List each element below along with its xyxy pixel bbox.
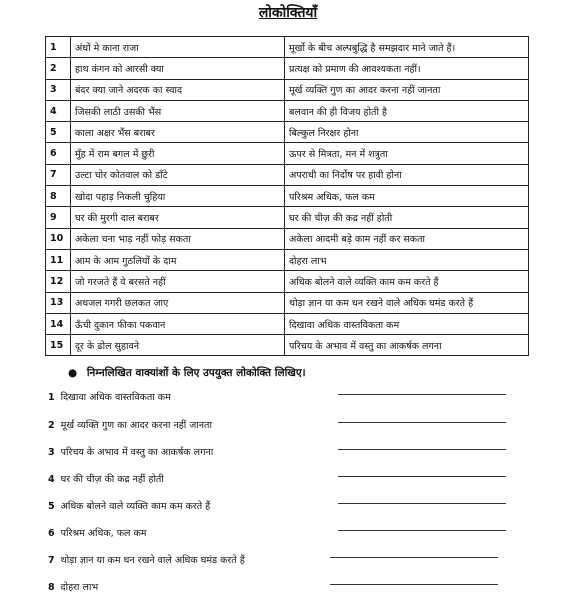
- proverb-cell: अधजल गगरी छलकत जाए: [71, 292, 285, 313]
- table-row: [46, 207, 529, 228]
- table-row: [46, 271, 529, 292]
- row-number: 12: [46, 271, 71, 292]
- meaning-cell: मूर्ख व्यक्ति गुण का आदर करना नहीं जानता: [285, 79, 529, 100]
- exercise-item-text: परिचय के अभाव में वस्तु का आकर्षक लगना: [60, 447, 214, 458]
- answer-line[interactable]: [338, 503, 506, 504]
- page-title: लोकोक्तियाँ: [258, 5, 318, 21]
- meaning-cell: परिश्रम अधिक, फल कम: [285, 186, 529, 207]
- proverb-cell: ऊँची दुकान फीका पकवान: [71, 313, 285, 334]
- exercise-item: [48, 472, 164, 485]
- meaning-cell: ऊपर से मित्रता, मन में शत्रुता: [285, 143, 529, 164]
- row-number: 9: [46, 207, 71, 228]
- row-number: 5: [46, 122, 71, 143]
- answer-line[interactable]: [338, 530, 506, 531]
- meaning-cell: प्रत्यक्ष को प्रमाण की आवश्यकता नहीं।: [285, 58, 529, 79]
- table-row: [46, 143, 529, 164]
- table-row: [46, 335, 529, 356]
- exercise-item-number: 3: [48, 447, 55, 458]
- exercise-item-number: 7: [48, 555, 55, 566]
- exercise-item: [48, 526, 146, 539]
- answer-line[interactable]: [330, 584, 498, 585]
- proverb-cell: मुँह में राम बगल में छुरी: [71, 143, 285, 164]
- table-row: [46, 186, 529, 207]
- bullet-icon: ●: [68, 367, 78, 379]
- proverb-cell: जो गरजते हैं वे बरसते नहीं: [71, 271, 285, 292]
- meaning-cell: थोड़ा ज्ञान या कम धन रखने वाले अधिक घमंड करते हैं: [285, 292, 529, 313]
- table-row: [46, 292, 529, 313]
- exercise-item-text: थोड़ा ज्ञान या कम धन रखने वाले अधिक घमंड करते हैं: [60, 555, 245, 566]
- table-row: [46, 122, 529, 143]
- row-number: 2: [46, 58, 71, 79]
- proverb-cell: उल्टा चोर कोतवाल को डाँटे: [71, 164, 285, 185]
- meaning-cell: अधिक बोलने वाले व्यक्ति काम कम करते हैं: [285, 271, 529, 292]
- table-row: [46, 249, 529, 270]
- meaning-cell: बलवान की ही विजय होती है: [285, 100, 529, 121]
- exercise-item-text: दोहरा लाभ: [60, 582, 99, 593]
- meaning-cell: अपराधी का निर्दोष पर हावी होना: [285, 164, 529, 185]
- exercise-item: [48, 499, 210, 512]
- exercise-item: [48, 445, 213, 458]
- meaning-cell: दोहरा लाभ: [285, 249, 529, 270]
- table-row: [46, 100, 529, 121]
- exercise-item-number: 2: [48, 420, 55, 431]
- row-number: 14: [46, 313, 71, 334]
- exercise-item-text: घर की चीज़ की कद्र नहीं होती: [60, 474, 164, 485]
- proverbs-table: [45, 36, 529, 356]
- exercise-item-number: 4: [48, 474, 55, 485]
- row-number: 7: [46, 164, 71, 185]
- row-number: 10: [46, 228, 71, 249]
- proverb-cell: जिसकी लाठी उसकी भैंस: [71, 100, 285, 121]
- meaning-cell: मूर्खो के बीच अल्पबुद्धि है समझदार माने जाते हैं।: [285, 37, 529, 58]
- table-row: [46, 79, 529, 100]
- proverb-cell: घर की मुरगी दाल बराबर: [71, 207, 285, 228]
- table-row: [46, 228, 529, 249]
- row-number: 15: [46, 335, 71, 356]
- meaning-cell: अकेला आदमी बड़े काम नहीं कर सकता: [285, 228, 529, 249]
- proverb-cell: आम के आम गुठलियों के दाम: [71, 249, 285, 270]
- proverb-cell: बंदर क्या जाने अदरक का स्वाद: [71, 79, 285, 100]
- table-row: [46, 37, 529, 58]
- proverb-cell: काला अक्षर भैंस बराबर: [71, 122, 285, 143]
- instruction-text: निम्नलिखित वाक्यांशों के लिए उपयुक्त लोकोक्ति लिखिए।: [86, 367, 306, 379]
- exercise-instruction: [68, 366, 306, 380]
- proverb-cell: हाथ कंगन को आरसी क्या: [71, 58, 285, 79]
- answer-line[interactable]: [330, 557, 498, 558]
- row-number: 6: [46, 143, 71, 164]
- row-number: 11: [46, 249, 71, 270]
- exercise-item: [48, 418, 212, 431]
- proverb-cell: अंधों मे काना राजा: [71, 37, 285, 58]
- table-row: [46, 58, 529, 79]
- proverb-cell: दूर के ढोल सुहावने: [71, 335, 285, 356]
- exercise-item: [48, 390, 171, 403]
- table-row: [46, 164, 529, 185]
- row-number: 13: [46, 292, 71, 313]
- table-row: [46, 313, 529, 334]
- meaning-cell: परिचय के अभाव में वस्तु का आकर्षक लगना: [285, 335, 529, 356]
- answer-line[interactable]: [338, 394, 506, 395]
- exercise-item-text: अधिक बोलने वाले व्यक्ति काम कम करते हैं: [60, 501, 211, 512]
- proverb-cell: खोदा पहाड़ निकली चुहिया: [71, 186, 285, 207]
- row-number: 8: [46, 186, 71, 207]
- exercise-item-number: 6: [48, 528, 55, 539]
- exercise-item: [48, 553, 245, 566]
- row-number: 1: [46, 37, 71, 58]
- meaning-cell: दिखावा अधिक वास्तविकता कम: [285, 313, 529, 334]
- exercise-item-number: 1: [48, 392, 55, 403]
- exercise-item-text: परिश्रम अधिक, फल कम: [60, 528, 147, 539]
- row-number: 3: [46, 79, 71, 100]
- proverb-cell: अकेला चना भाड़ नहीं फोड़ सकता: [71, 228, 285, 249]
- answer-line[interactable]: [338, 476, 506, 477]
- exercise-item-text: मूर्ख व्यक्ति गुण का आदर करना नहीं जानता: [60, 420, 212, 431]
- row-number: 4: [46, 100, 71, 121]
- meaning-cell: घर की चीज़ की कद्र नहीं होती: [285, 207, 529, 228]
- exercise-item-number: 8: [48, 582, 55, 593]
- exercise-item: [48, 580, 98, 593]
- answer-line[interactable]: [338, 449, 506, 450]
- exercise-item-number: 5: [48, 501, 55, 512]
- answer-line[interactable]: [338, 422, 506, 423]
- meaning-cell: बिल्कुल निरक्षर होना: [285, 122, 529, 143]
- exercise-item-text: दिखावा अधिक वास्तविकता कम: [60, 392, 171, 403]
